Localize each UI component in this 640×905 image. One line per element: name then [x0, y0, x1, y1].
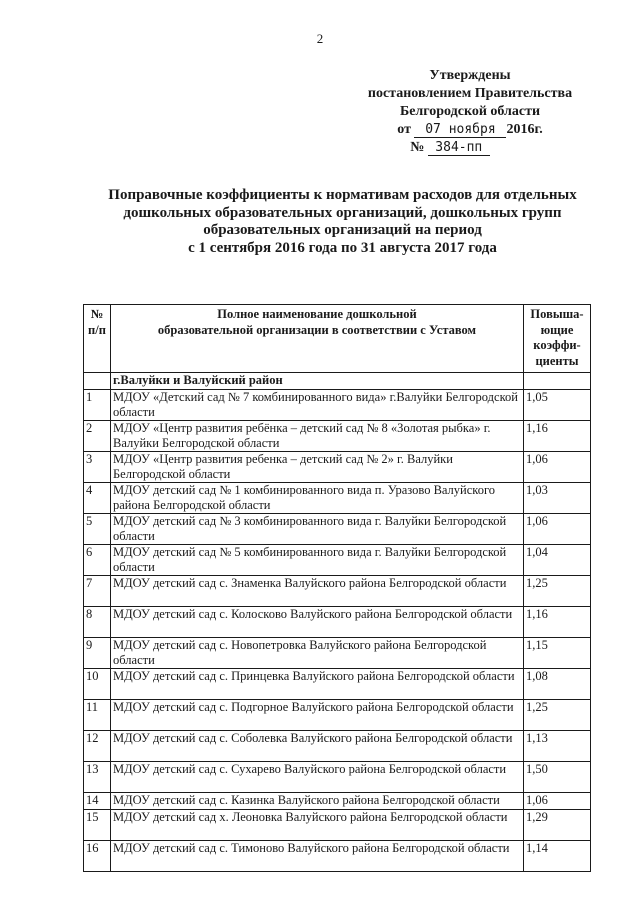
- row-name: МДОУ детский сад № 1 комбинированного вида п. Уразово Валуйского района Белгородской области: [111, 483, 524, 514]
- row-number: 13: [84, 762, 111, 793]
- row-number: 7: [84, 576, 111, 607]
- row-name: МДОУ детский сад с. Новопетровка Валуйского района Белгородской области: [111, 638, 524, 669]
- row-name: МДОУ детский сад с. Колосково Валуйского района Белгородской области: [111, 607, 524, 638]
- row-number: 8: [84, 607, 111, 638]
- row-name: МДОУ детский сад № 5 комбинированного вида г. Валуйки Белгородской области: [111, 545, 524, 576]
- row-coefficient: 1,03: [524, 483, 591, 514]
- row-number: 5: [84, 514, 111, 545]
- approval-date-value: 07 ноября: [414, 122, 506, 138]
- header-coef-line4: циенты: [535, 353, 579, 368]
- header-name: [111, 305, 524, 373]
- row-coefficient: 1,16: [524, 607, 591, 638]
- table-row: [84, 514, 591, 545]
- row-coefficient: 1,06: [524, 514, 591, 545]
- row-number: 14: [84, 793, 111, 810]
- header-name-line2: образовательной организации в соответствии с Уставом: [157, 322, 477, 337]
- approval-number-line: [345, 139, 595, 157]
- row-number: 16: [84, 841, 111, 872]
- table-row: [84, 483, 591, 514]
- header-coef-line2: ющие: [540, 322, 574, 337]
- row-number: 12: [84, 731, 111, 762]
- header-coefficient: [524, 305, 591, 373]
- row-number: 15: [84, 810, 111, 841]
- row-number: 2: [84, 421, 111, 452]
- title-line-2: дошкольных образовательных организаций, дошкольных групп: [123, 204, 562, 221]
- row-coefficient: 1,04: [524, 545, 591, 576]
- header-coef-line1: Повыша-: [530, 307, 584, 321]
- row-number: 10: [84, 669, 111, 700]
- row-name: МДОУ детский сад с. Соболевка Валуйского района Белгородской области: [111, 731, 524, 762]
- table-row: [84, 421, 591, 452]
- row-name: МДОУ детский сад с. Сухарево Валуйского района Белгородской области: [111, 762, 524, 793]
- row-coefficient: 1,14: [524, 841, 591, 872]
- district-empty-cell: [84, 373, 111, 390]
- row-name: МДОУ «Центр развития ребёнка – детский сад № 8 «Золотая рыбка» г. Валуйки Белгородской области: [111, 421, 524, 452]
- row-coefficient: 1,13: [524, 731, 591, 762]
- row-coefficient: 1,06: [524, 793, 591, 810]
- coefficients-table: [83, 304, 591, 872]
- table-row: [84, 810, 591, 841]
- approval-block: [345, 67, 595, 157]
- header-number-line1: №: [90, 307, 104, 321]
- approval-line-region: Белгородской области: [399, 104, 541, 119]
- table-row: [84, 700, 591, 731]
- table-row: [84, 545, 591, 576]
- table-row: [84, 638, 591, 669]
- row-name: МДОУ детский сад с. Принцевка Валуйского района Белгородской области: [111, 669, 524, 700]
- approval-number-value: 384-пп: [428, 140, 490, 156]
- row-coefficient: 1,16: [524, 421, 591, 452]
- row-name: МДОУ «Центр развития ребенка – детский сад № 2» г. Валуйки Белгородской области: [111, 452, 524, 483]
- district-row: [84, 373, 591, 390]
- table-header-row: [84, 305, 591, 373]
- header-coef-line3: коэффи-: [533, 338, 581, 352]
- page-number: 2: [316, 31, 324, 46]
- row-number: 11: [84, 700, 111, 731]
- header-number: [84, 305, 111, 373]
- title-line-1: Поправочные коэффициенты к нормативам расходов для отдельных: [108, 187, 577, 203]
- table-row: [84, 390, 591, 421]
- row-coefficient: 1,08: [524, 669, 591, 700]
- table-row: [84, 731, 591, 762]
- row-name: МДОУ «Детский сад № 7 комбинированного вида» г.Валуйки Белгородской области: [111, 390, 524, 421]
- row-coefficient: 1,15: [524, 638, 591, 669]
- header-name-line1: Полное наименование дошкольной: [217, 307, 417, 321]
- table-row: [84, 762, 591, 793]
- row-coefficient: 1,50: [524, 762, 591, 793]
- table-row: [84, 576, 591, 607]
- title-line-4: с 1 сентября 2016 года по 31 августа 2017 года: [188, 239, 497, 256]
- title-line-3: образовательных организаций на период: [203, 222, 482, 238]
- row-number: 3: [84, 452, 111, 483]
- district-empty-coef: [524, 373, 591, 390]
- approval-line-approved: Утверждены: [429, 68, 511, 83]
- row-coefficient: 1,29: [524, 810, 591, 841]
- row-name: МДОУ детский сад с. Тимоново Валуйского района Белгородской области: [111, 841, 524, 872]
- approval-date-suffix: 2016г.: [506, 122, 543, 137]
- row-name: МДОУ детский сад № 3 комбинированного вида г. Валуйки Белгородской области: [111, 514, 524, 545]
- approval-date-prefix: от: [397, 122, 411, 137]
- row-coefficient: 1,06: [524, 452, 591, 483]
- table-row: [84, 669, 591, 700]
- row-name: МДОУ детский сад с. Подгорное Валуйского района Белгородской области: [111, 700, 524, 731]
- approval-number-prefix: №: [410, 140, 425, 155]
- approval-date-line: [345, 121, 595, 139]
- row-number: 1: [84, 390, 111, 421]
- row-number: 4: [84, 483, 111, 514]
- table-row: [84, 607, 591, 638]
- row-name: МДОУ детский сад с. Казинка Валуйского района Белгородской области: [111, 793, 524, 810]
- table-row: [84, 452, 591, 483]
- row-coefficient: 1,05: [524, 390, 591, 421]
- header-number-line2: п/п: [88, 322, 106, 337]
- table-row: [84, 793, 591, 810]
- table-row: [84, 841, 591, 872]
- district-name: г.Валуйки и Валуйский район: [111, 373, 524, 390]
- approval-line-resolution: постановлением Правительства: [367, 86, 573, 101]
- row-name: МДОУ детский сад х. Леоновка Валуйского района Белгородской области: [111, 810, 524, 841]
- row-number: 6: [84, 545, 111, 576]
- row-number: 9: [84, 638, 111, 669]
- row-coefficient: 1,25: [524, 576, 591, 607]
- row-name: МДОУ детский сад с. Знаменка Валуйского района Белгородской области: [111, 576, 524, 607]
- row-coefficient: 1,25: [524, 700, 591, 731]
- document-title: [60, 187, 625, 257]
